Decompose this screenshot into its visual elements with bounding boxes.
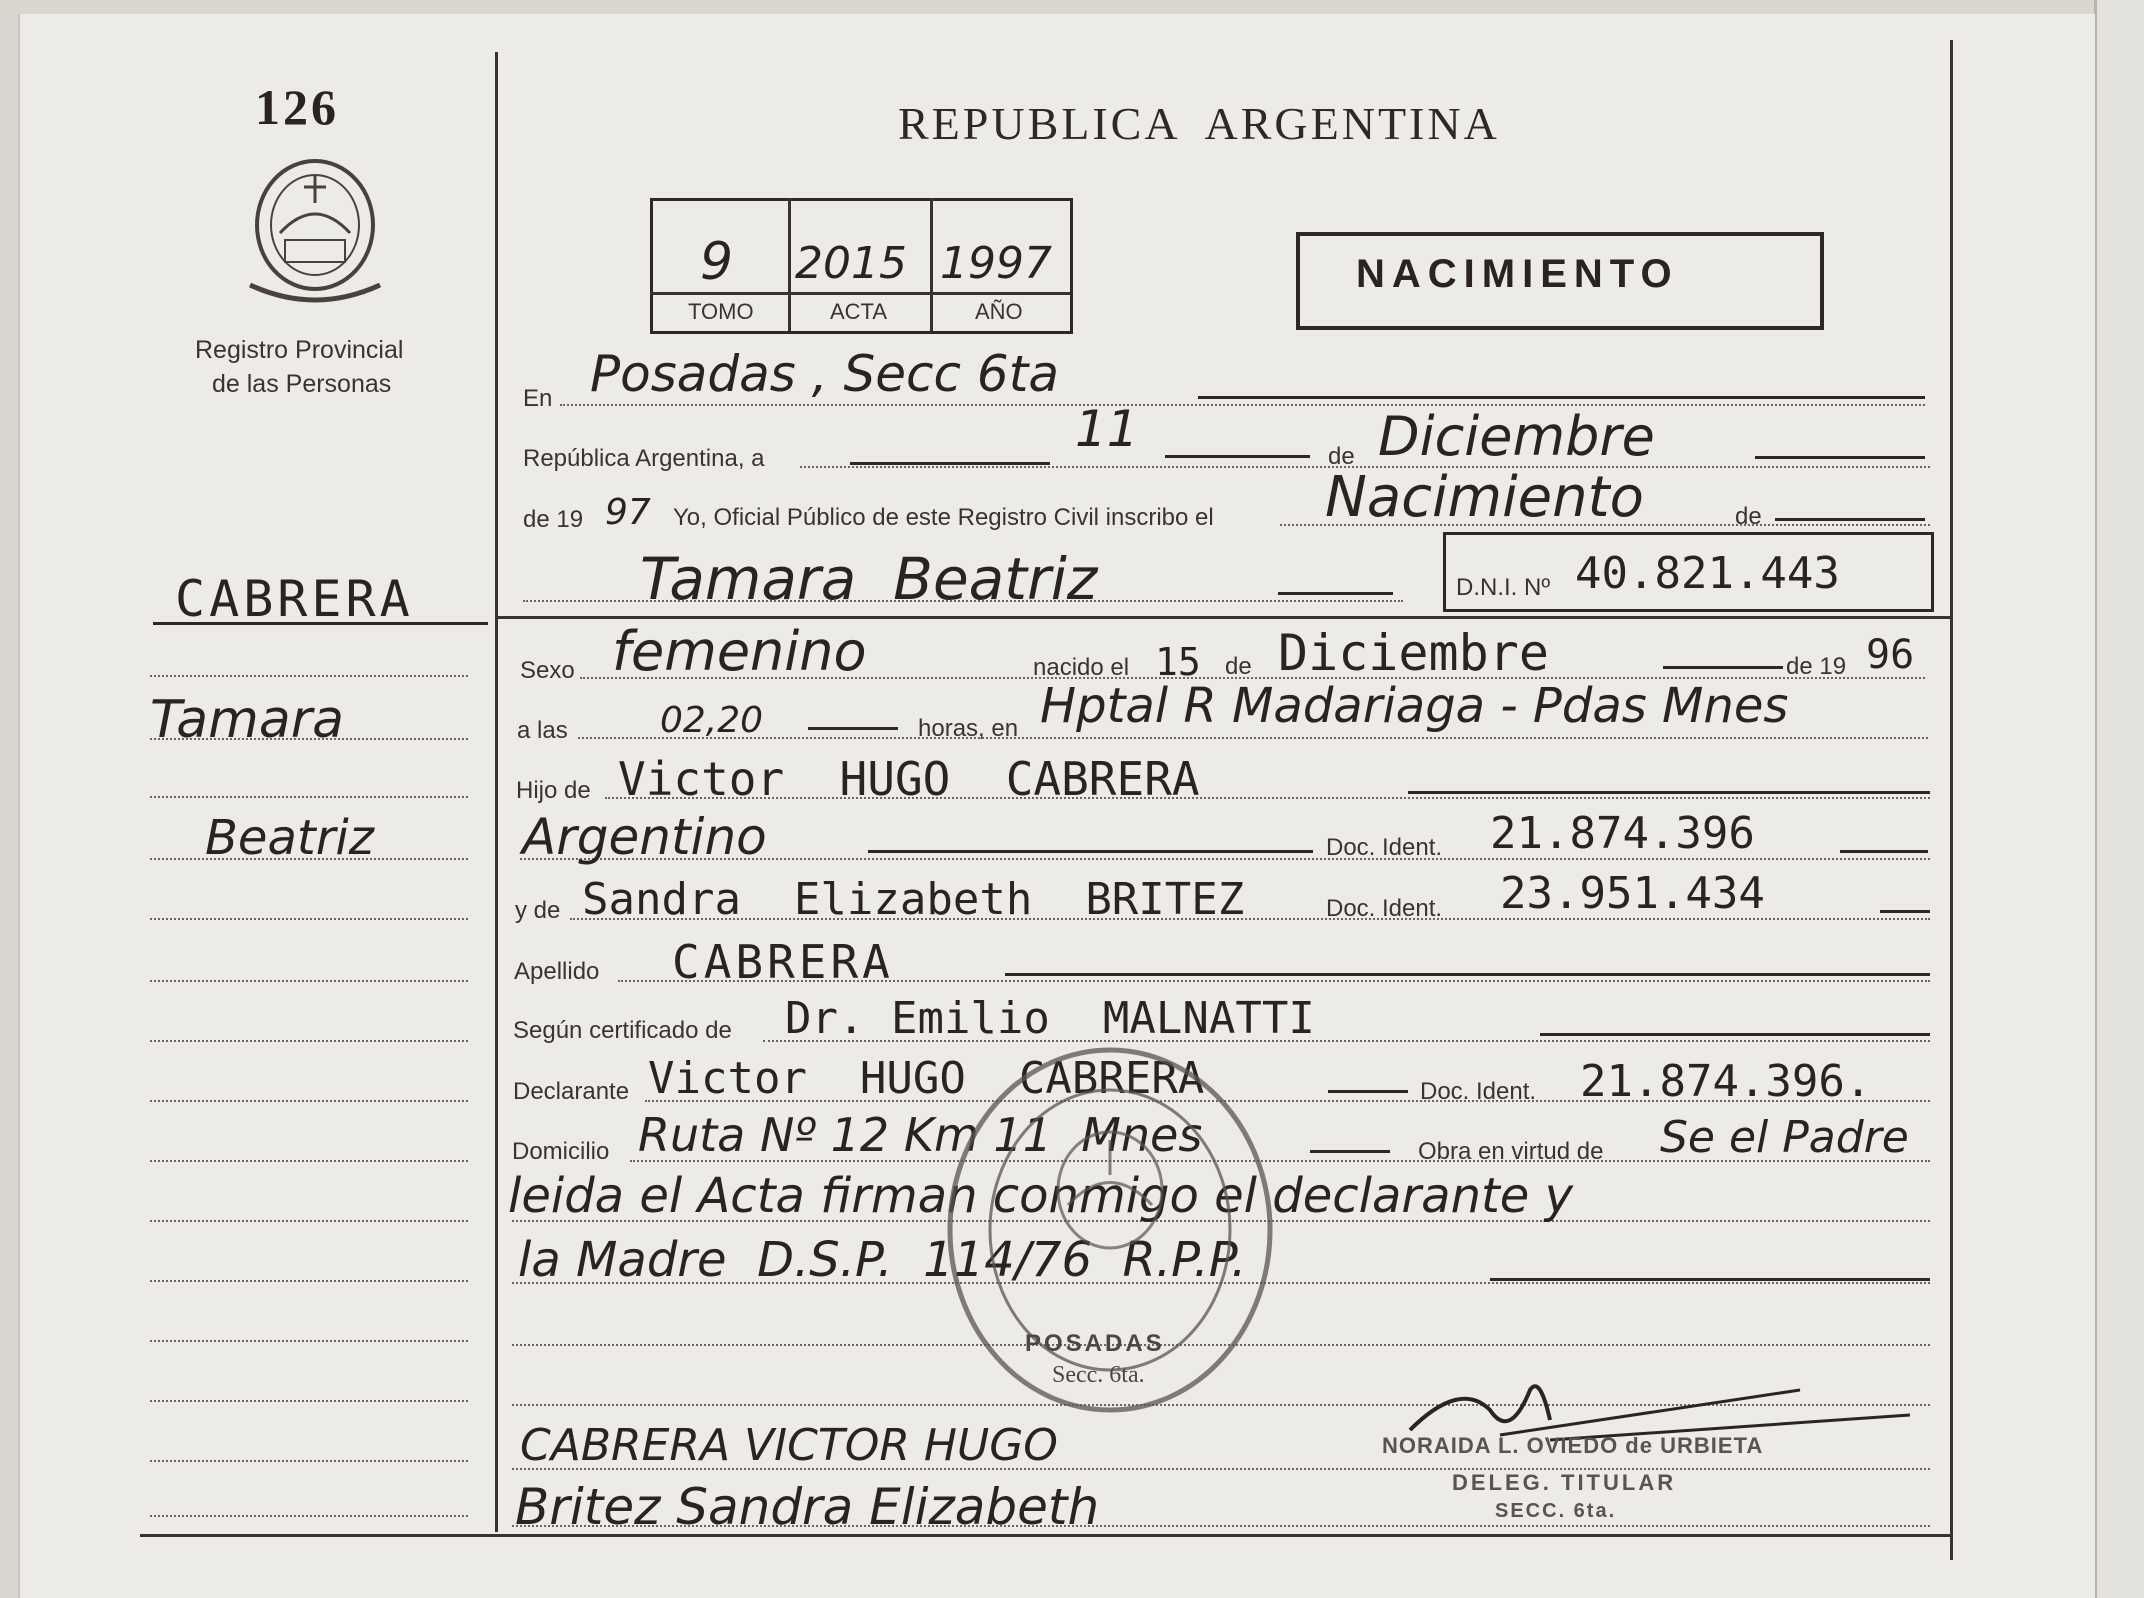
left-column-divider [495,52,498,1532]
margin-line [150,1040,468,1042]
line-republica-b [1165,455,1310,458]
label-de-inscribe: de [1735,503,1762,530]
stamp-section: Secc. 6ta. [1052,1362,1145,1388]
signature-declarante: CABRERA VICTOR HUGO [520,1420,1058,1471]
line-nationality-tail [1840,850,1928,853]
acta-value: 2015 [795,238,907,289]
value-declarante: Victor HUGO CABRERA [648,1053,1205,1104]
label-de19-birth: de 19 [1786,653,1847,680]
label-docident-1: Doc. Ident. [1326,834,1443,861]
margin-line [150,738,468,740]
margin-line [150,1515,468,1517]
value-dni: 40.821.443 [1575,548,1840,599]
margin-given-name-2: Beatriz [205,810,374,866]
country-title: REPUBLICA ARGENTINA [898,98,1500,149]
margin-line [150,1280,468,1282]
label-yo: Yo, Oficial Público de este Registro Civil inscribo el [673,504,1214,531]
box-divider [930,198,933,331]
value-father-nationality: Argentino [522,808,767,866]
label-obra: Obra en virtud de [1418,1138,1604,1165]
margin-line [150,1460,468,1462]
line-yo-tail [1775,518,1925,521]
label-dni: D.N.I. Nº [1456,574,1551,601]
label-de: de [1328,443,1355,470]
value-place: Hptal R Madariaga - Pdas Mnes [1040,678,1789,734]
label-horas: horas, en [918,715,1019,742]
line-republica-a [850,462,1050,465]
tomo-value: 9 [700,232,734,292]
value-text-2: la Madre D.S.P. 114/76 R.P.P. [518,1232,1247,1288]
value-mother: Sandra Elizabeth BRITEZ [582,874,1245,925]
label-yde: y de [515,897,561,924]
line-en [560,404,1925,406]
value-sexo: femenino [612,620,867,683]
line-republica-c [1755,456,1925,459]
line-alas [578,737,1928,739]
label-sexo: Sexo [520,657,575,684]
margin-line [150,1340,468,1342]
box-label-rule [650,292,1070,295]
value-year-acta: 97 [605,492,651,533]
label-hijo: Hijo de [516,777,591,804]
value-birth-day: 15 [1155,640,1201,684]
line-name-tail [1278,592,1393,595]
margin-line [150,980,468,982]
document-type: NACIMIENTO [1356,252,1679,296]
registry-line-1: Registro Provincial [195,336,404,364]
stamp-city: POSADAS [1025,1330,1165,1357]
margin-line [150,1220,468,1222]
adjacent-page-edge [2094,0,2144,1598]
header-bottom-rule [497,616,1951,619]
value-domicilio: Ruta Nº 12 Km 11 Mnes [638,1108,1203,1162]
label-nacido: nacido el [1033,654,1130,681]
margin-given-name-1: Tamara [150,690,344,750]
line-apellido-tail [1005,973,1930,976]
value-declarante-doc: 21.874.396. [1580,1056,1872,1107]
value-father: Victor HUGO CABRERA [618,752,1200,806]
margin-line [150,675,468,677]
value-father-doc: 21.874.396 [1490,808,1755,859]
label-de-birth: de [1225,653,1252,680]
margin-line [150,1160,468,1162]
misiones-coat-of-arms [240,145,390,305]
value-en: Posadas , Secc 6ta [590,345,1059,403]
label-segun: Según certificado de [513,1017,732,1044]
official-name-stamp: NORAIDA L. OVIEDO de URBIETA [1382,1433,1764,1458]
right-border [1950,40,1953,1560]
label-domicilio: Domicilio [512,1138,610,1165]
label-de19: de 19 [523,506,584,533]
ano-value: 1997 [940,238,1052,289]
value-hour: 02,20 [660,700,764,741]
margin-line [150,918,468,920]
margin-line [150,796,468,798]
value-obra: Se el Padre [1660,1112,1909,1163]
value-certificado: Dr. Emilio MALNATTI [785,993,1315,1044]
value-day: 11 [1075,400,1139,458]
line-en-tail [1198,396,1925,399]
ano-label: AÑO [975,299,1023,324]
margin-surname-underline [153,622,488,625]
line-sexo-tail [1663,666,1783,669]
label-republica: República Argentina, a [523,445,765,472]
label-apellido: Apellido [514,958,600,985]
official-title-stamp: DELEG. TITULAR [1452,1470,1677,1495]
page-number: 126 [255,79,339,135]
margin-line [150,1100,468,1102]
tomo-label: TOMO [688,299,754,324]
line-nationality-mid [868,850,1313,853]
value-birth-month: Diciembre [1278,624,1549,682]
label-alas: a las [517,717,568,744]
line-segun-tail [1540,1033,1930,1036]
registry-line-2: de las Personas [212,370,392,398]
line-hijo-tail [1408,791,1930,794]
value-mother-doc: 23.951.434 [1500,868,1765,919]
official-section-stamp: SECC. 6ta. [1495,1500,1617,1522]
margin-line [150,858,468,860]
label-en: En [523,385,553,412]
signature-mother: Britez Sandra Elizabeth [515,1478,1100,1536]
value-birth-year: 96 [1866,632,1915,678]
line-declarante-mid [1328,1090,1408,1093]
line-yde-tail [1880,910,1930,913]
line-domicilio-mid [1310,1150,1390,1153]
line-text-2-tail [1490,1278,1930,1281]
margin-surname: CABRERA [175,570,414,628]
label-docident-3: Doc. Ident. [1420,1078,1537,1105]
value-inscribe: Nacimiento [1325,465,1644,530]
label-docident-2: Doc. Ident. [1326,895,1443,922]
value-text-1: leida el Acta firman conmigo el declarante y [508,1168,1573,1224]
value-apellido: CABRERA [672,935,894,989]
margin-line [150,1400,468,1402]
acta-label: ACTA [830,299,888,324]
line-alas-mid [808,727,898,730]
box-divider [788,198,791,331]
label-declarante: Declarante [513,1078,630,1105]
value-month: Diciembre [1378,405,1655,468]
value-child-name: Tamara Beatriz [640,545,1098,613]
